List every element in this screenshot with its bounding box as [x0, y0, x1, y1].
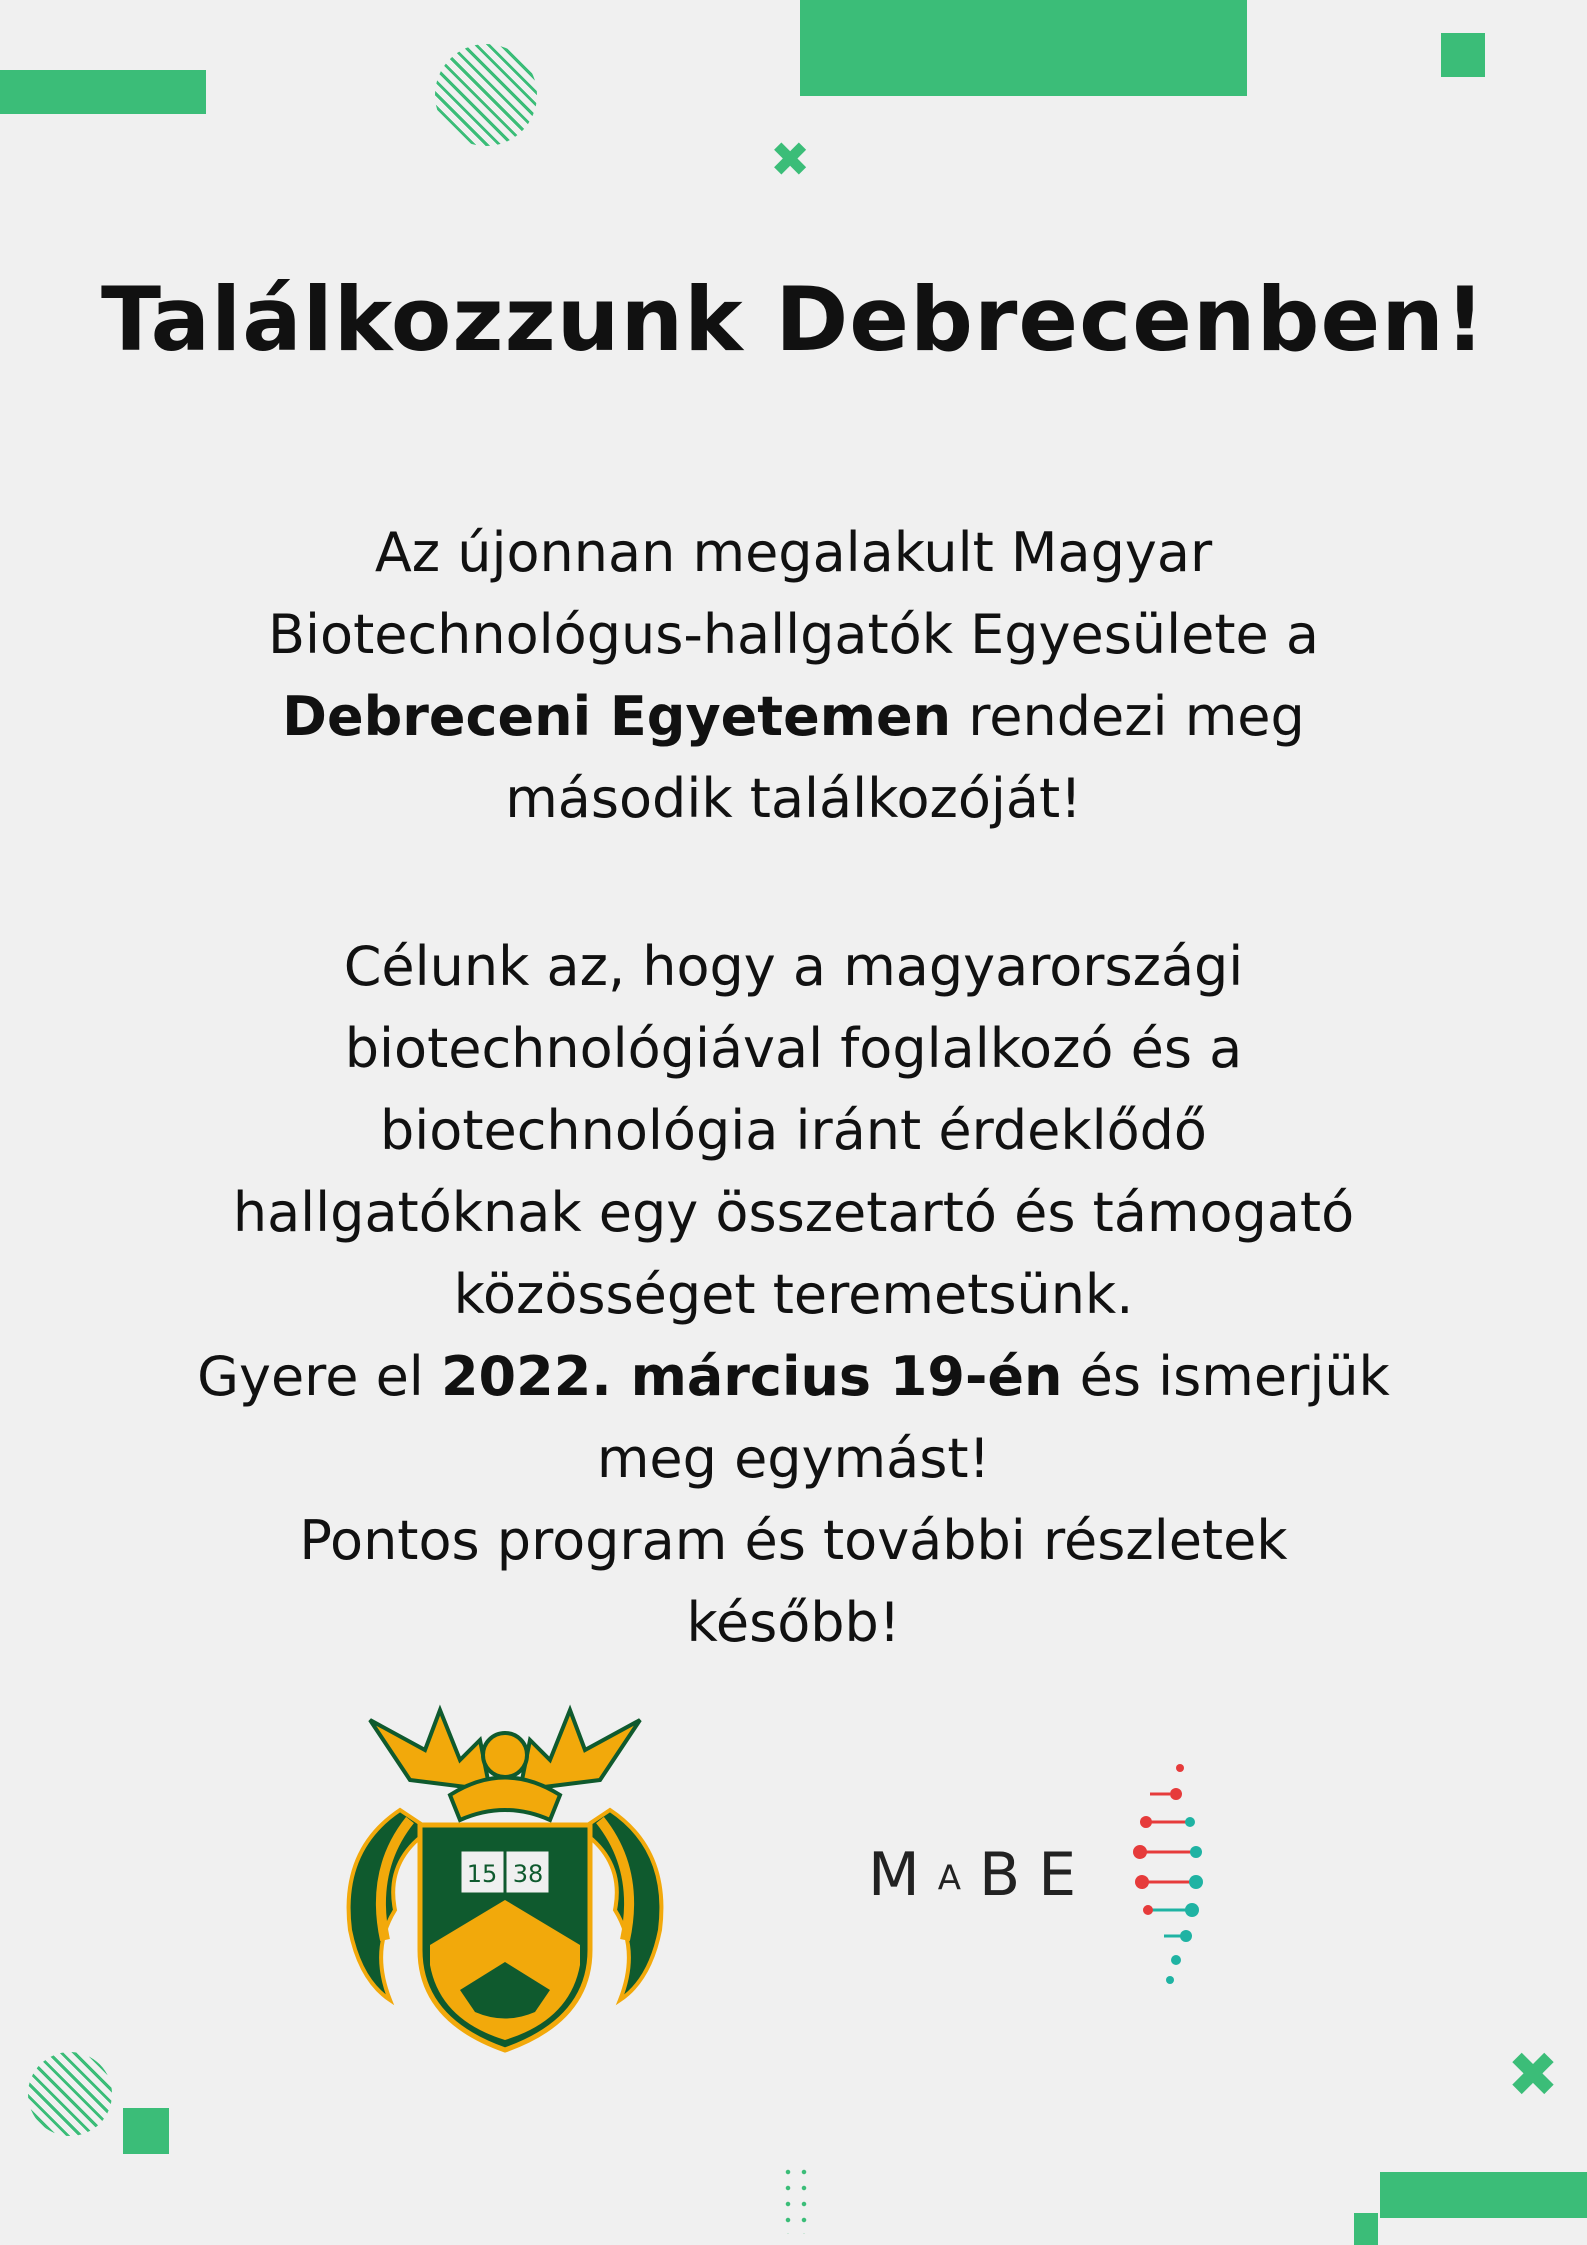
event-date: 2022. március 19-én	[440, 1345, 1063, 1408]
goal-line-3: biotechnológia iránt érdeklődő	[380, 1099, 1207, 1162]
intro-line-1: Az újonnan megalakult Magyar	[374, 521, 1213, 584]
intro-line-4: második találkozóját!	[505, 767, 1082, 830]
intro-university-name: Debreceni Egyetemen	[282, 685, 952, 748]
crest-year-right: 38	[512, 1860, 544, 1888]
goal-paragraph	[0, 926, 1587, 1336]
intro-line-3-rest: rendezi meg	[951, 685, 1305, 748]
intro-paragraph	[0, 512, 1587, 840]
mabe-logo-text	[868, 1840, 1094, 1910]
decor-bar-bottom-right	[1380, 2172, 1587, 2218]
goal-line-4: hallgatóknak egy összetartó és támogató	[232, 1181, 1355, 1244]
decor-hatched-circle-top	[435, 44, 537, 146]
details-paragraph	[0, 1500, 1587, 1664]
page-title: Találkozzunk Debrecenben!	[100, 268, 1487, 371]
decor-square-top-right	[1441, 33, 1485, 77]
decor-hatched-circle-bottom	[28, 2052, 112, 2136]
goal-line-1: Célunk az, hogy a magyarországi	[343, 935, 1244, 998]
mabe-letter-a: A	[937, 1858, 980, 1899]
dna-helix-icon	[1130, 1760, 1230, 1990]
details-line-1: Pontos program és további részletek	[299, 1509, 1288, 1572]
date-paragraph	[0, 1336, 1587, 1500]
decor-dots-bottom	[780, 2164, 812, 2234]
date-suffix: és ismerjük	[1062, 1345, 1390, 1408]
decor-bar-top-left	[0, 70, 206, 114]
decor-cross-top: ✖	[770, 132, 811, 188]
decor-bar-top-center	[800, 0, 1247, 96]
date-line-2: meg egymást!	[596, 1427, 991, 1490]
decor-cross-bottom-right: ✖	[1507, 2038, 1559, 2111]
decor-square-bottom-left	[123, 2108, 169, 2154]
goal-line-5: közösséget teremetsünk.	[453, 1263, 1134, 1326]
mabe-letter-e: E	[1038, 1840, 1095, 1910]
goal-line-2: biotechnológiával foglalkozó és a	[344, 1017, 1243, 1080]
mabe-letter-m: M	[868, 1840, 938, 1910]
intro-line-2: Biotechnológus-hallgatók Egyesülete a	[268, 603, 1319, 666]
date-prefix: Gyere el	[197, 1345, 441, 1408]
decor-square-bottom-right	[1354, 2213, 1378, 2245]
mabe-letter-b: B	[979, 1840, 1039, 1910]
details-line-2: később!	[686, 1591, 901, 1654]
university-crest-logo	[330, 1700, 680, 2060]
crest-year-left: 15	[466, 1860, 498, 1888]
